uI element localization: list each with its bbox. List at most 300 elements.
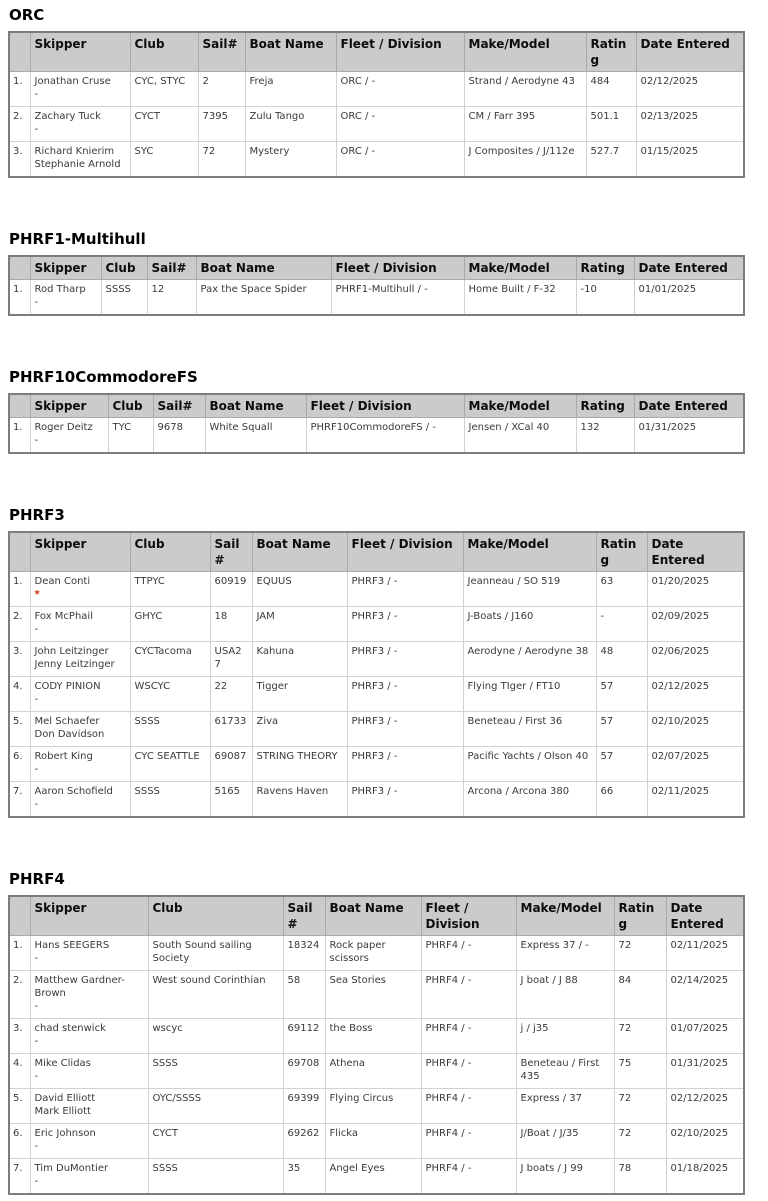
- header-row: [9, 532, 744, 572]
- cell-line: Roger Deitz: [34, 422, 93, 433]
- cell-line: J-Boats / J160: [467, 611, 534, 622]
- cell-line: SSSS: [105, 284, 131, 295]
- cell-line: Aaron Schofield: [34, 786, 113, 797]
- cell-sail-number: [147, 280, 196, 316]
- entry-row: [9, 572, 744, 607]
- entry-row: [9, 677, 744, 712]
- cell-line: 3.: [13, 646, 23, 657]
- cell-line: West sound Corinthian: [152, 975, 266, 986]
- cell-line: 48: [600, 646, 614, 657]
- cell-line: White Squall: [209, 422, 273, 433]
- cell-line: CYCT: [152, 1128, 178, 1139]
- cell-skipper: [30, 72, 130, 107]
- cell-row-number: [9, 642, 30, 677]
- header-row: [9, 256, 744, 280]
- cell-line: PHRF3 / -: [351, 751, 398, 762]
- cell-line: 02/14/2025: [670, 975, 729, 986]
- cell-row-number: [9, 1089, 30, 1124]
- red-asterisk-mark: *: [34, 589, 40, 600]
- cell-line: PHRF3 / -: [351, 681, 398, 692]
- cell-date-entered: [647, 572, 744, 607]
- cell-skipper: [30, 1089, 148, 1124]
- cell-line: 57: [600, 681, 614, 692]
- col-header-sail-number: Sail#: [198, 32, 245, 72]
- cell-club: [130, 142, 198, 178]
- cell-boat-name: [252, 677, 347, 712]
- cell-row-number: [9, 1054, 30, 1089]
- cell-fleet-division: [347, 642, 463, 677]
- cell-line: 01/15/2025: [640, 146, 699, 157]
- col-header-make-model: Make/Model: [464, 32, 586, 72]
- cell-skipper: [30, 107, 130, 142]
- col-header-skipper: Skipper: [30, 256, 101, 280]
- cell-rating: [586, 107, 636, 142]
- col-header-skipper: Skipper: [30, 896, 148, 936]
- col-header-date-entered: Date Entered: [636, 32, 744, 72]
- cell-line: STRING THEORY: [256, 751, 338, 762]
- cell-line: -: [34, 297, 39, 308]
- cell-line: -: [34, 435, 39, 446]
- fleet-title-phrf1-multihull: PHRF1-Multihull: [9, 230, 146, 248]
- cell-date-entered: [647, 712, 744, 747]
- cell-line: PHRF4 / -: [425, 1163, 472, 1174]
- cell-line: ORC / -: [340, 111, 376, 122]
- cell-line: PHRF4 / -: [425, 1128, 472, 1139]
- cell-fleet-division: [421, 1159, 516, 1195]
- cell-line: Zulu Tango: [249, 111, 305, 122]
- cell-line: 02/10/2025: [670, 1128, 729, 1139]
- cell-row-number: [9, 1159, 30, 1195]
- cell-boat-name: [205, 418, 306, 454]
- cell-rating: [614, 1159, 666, 1195]
- cell-line: Strand / Aerodyne 43: [468, 76, 575, 87]
- cell-line: 66: [600, 786, 614, 797]
- cell-skipper: [30, 418, 108, 454]
- cell-rating: [614, 1054, 666, 1089]
- cell-sail-number: [283, 1159, 325, 1195]
- col-header-club: Club: [148, 896, 283, 936]
- cell-make-model: [464, 418, 576, 454]
- cell-line: WSCYC: [134, 681, 171, 692]
- col-header-rating: Rating: [596, 532, 647, 572]
- cell-line: chad stenwick: [34, 1023, 106, 1034]
- entry-list-page: [8, 6, 768, 1195]
- fleet-section-phrf10commodorefs: [8, 368, 768, 454]
- cell-line: 84: [618, 975, 632, 986]
- col-header-skipper: Skipper: [30, 394, 108, 418]
- cell-date-entered: [666, 1019, 744, 1054]
- cell-line: CYC SEATTLE: [134, 751, 200, 762]
- cell-line: CM / Farr 395: [468, 111, 536, 122]
- col-header-fleet-division: Fleet / Division: [421, 896, 516, 936]
- cell-line: J boats / J 99: [520, 1163, 583, 1174]
- cell-fleet-division: [336, 142, 464, 178]
- cell-rating: [596, 607, 647, 642]
- col-header-club: Club: [108, 394, 153, 418]
- cell-club: [130, 712, 210, 747]
- cell-line: 57: [600, 716, 614, 727]
- cell-line: 01/18/2025: [670, 1163, 729, 1174]
- entries-table-phrf10commodorefs: [8, 393, 745, 454]
- cell-rating: [596, 712, 647, 747]
- cell-line: 22: [214, 681, 228, 692]
- cell-make-model: [463, 572, 596, 607]
- cell-make-model: [516, 971, 614, 1019]
- col-header-date-entered: Date Entered: [666, 896, 744, 936]
- cell-row-number: [9, 418, 30, 454]
- col-header-rating: Rating: [586, 32, 636, 72]
- cell-club: [148, 1159, 283, 1195]
- cell-skipper: [30, 1124, 148, 1159]
- col-header-date-entered: Date Entered: [634, 256, 744, 280]
- cell-sail-number: [198, 107, 245, 142]
- cell-line: PHRF4 / -: [425, 1058, 472, 1069]
- cell-line: J Composites / J/112e: [468, 146, 575, 157]
- cell-line: 4.: [13, 681, 23, 692]
- cell-line: PHRF4 / -: [425, 1023, 472, 1034]
- cell-line: Eric Johnson: [34, 1128, 96, 1139]
- cell-line: Pax the Space Spider: [200, 284, 307, 295]
- cell-line: 18324: [287, 940, 320, 951]
- cell-date-entered: [636, 107, 744, 142]
- cell-rating: [614, 971, 666, 1019]
- col-header-club: Club: [101, 256, 147, 280]
- cell-line: 02/10/2025: [651, 716, 710, 727]
- cell-line: Express / 37: [520, 1093, 582, 1104]
- col-header-rating: Rating: [576, 394, 634, 418]
- cell-fleet-division: [306, 418, 464, 454]
- fleet-section-phrf3: [8, 506, 768, 818]
- cell-sail-number: [210, 677, 252, 712]
- cell-make-model: [463, 677, 596, 712]
- cell-line: 02/09/2025: [651, 611, 710, 622]
- cell-sail-number: [210, 782, 252, 818]
- cell-rating: [614, 1019, 666, 1054]
- cell-line: -: [600, 611, 605, 622]
- cell-line: J boat / J 88: [520, 975, 578, 986]
- cell-line: -: [34, 624, 39, 635]
- cell-line: Rock paper scissors: [329, 940, 386, 964]
- cell-line: 57: [600, 751, 614, 762]
- cell-rating: [614, 1089, 666, 1124]
- cell-line: 69087: [214, 751, 247, 762]
- cell-skipper: [30, 280, 101, 316]
- cell-line: 78: [618, 1163, 632, 1174]
- cell-line: Beneteau / First 36: [467, 716, 563, 727]
- cell-line: Jonathan Cruse: [34, 76, 111, 87]
- cell-line: PHRF4 / -: [425, 975, 472, 986]
- cell-boat-name: [252, 642, 347, 677]
- col-header-make-model: Make/Model: [464, 256, 576, 280]
- cell-make-model: [464, 142, 586, 178]
- cell-row-number: [9, 607, 30, 642]
- cell-line: Jenny Leitzinger: [34, 659, 115, 670]
- cell-club: [108, 418, 153, 454]
- cell-line: 7395: [202, 111, 228, 122]
- cell-line: JAM: [256, 611, 275, 622]
- cell-club: [130, 747, 210, 782]
- cell-line: Pacific Yachts / Olson 40: [467, 751, 589, 762]
- entry-row: [9, 1089, 744, 1124]
- cell-club: [148, 971, 283, 1019]
- cell-club: [130, 642, 210, 677]
- cell-line: 02/07/2025: [651, 751, 710, 762]
- cell-rating: [586, 142, 636, 178]
- cell-line: Richard Knierim: [34, 146, 115, 157]
- cell-row-number: [9, 1124, 30, 1159]
- cell-line: 7.: [13, 786, 23, 797]
- cell-boat-name: [196, 280, 331, 316]
- cell-line: South Sound sailing Society: [152, 940, 252, 964]
- header-row: [9, 394, 744, 418]
- cell-make-model: [463, 642, 596, 677]
- cell-line: Arcona / Arcona 380: [467, 786, 570, 797]
- cell-club: [148, 1089, 283, 1124]
- col-header-club: Club: [130, 532, 210, 572]
- cell-fleet-division: [336, 72, 464, 107]
- cell-line: 69708: [287, 1058, 320, 1069]
- cell-make-model: [463, 712, 596, 747]
- fleet-section-orc: [8, 6, 768, 178]
- entries-table-phrf1-multihull: [8, 255, 745, 316]
- cell-club: [130, 782, 210, 818]
- cell-line: GHYC: [134, 611, 163, 622]
- cell-fleet-division: [347, 747, 463, 782]
- col-header-row-number: [9, 32, 30, 72]
- cell-line: Jensen / XCal 40: [468, 422, 550, 433]
- cell-club: [130, 607, 210, 642]
- cell-line: ORC / -: [340, 76, 376, 87]
- cell-club: [130, 572, 210, 607]
- cell-line: Tim DuMontier: [34, 1163, 109, 1174]
- cell-line: Zachary Tuck: [34, 111, 101, 122]
- cell-row-number: [9, 677, 30, 712]
- cell-line: 02/06/2025: [651, 646, 710, 657]
- cell-line: Ravens Haven: [256, 786, 329, 797]
- cell-make-model: [464, 107, 586, 142]
- cell-fleet-division: [421, 936, 516, 971]
- cell-row-number: [9, 107, 30, 142]
- cell-line: 12: [151, 284, 165, 295]
- cell-club: [130, 72, 198, 107]
- fleet-title-orc: ORC: [9, 6, 45, 24]
- cell-line: 5.: [13, 716, 23, 727]
- cell-rating: [576, 280, 634, 316]
- cell-line: -: [34, 89, 39, 100]
- cell-line: Hans SEEGERS: [34, 940, 110, 951]
- cell-make-model: [516, 936, 614, 971]
- cell-date-entered: [666, 936, 744, 971]
- cell-line: PHRF3 / -: [351, 786, 398, 797]
- cell-date-entered: [666, 1054, 744, 1089]
- cell-line: 63: [600, 576, 614, 587]
- col-header-date-entered: Date Entered: [634, 394, 744, 418]
- cell-line: John Leitzinger: [34, 646, 109, 657]
- cell-line: Mark Elliott: [34, 1106, 91, 1117]
- cell-line: 01/07/2025: [670, 1023, 729, 1034]
- col-header-row-number: [9, 532, 30, 572]
- cell-line: Matthew Gardner-Brown: [34, 975, 125, 999]
- cell-skipper: [30, 712, 130, 747]
- cell-sail-number: [283, 1089, 325, 1124]
- cell-line: SSSS: [152, 1163, 178, 1174]
- cell-line: Beneteau / First 435: [520, 1058, 600, 1082]
- cell-line: the Boss: [329, 1023, 373, 1034]
- cell-line: CYCTacoma: [134, 646, 192, 657]
- cell-skipper: [30, 1019, 148, 1054]
- entry-row: [9, 1159, 744, 1195]
- cell-fleet-division: [421, 1019, 516, 1054]
- cell-line: -: [34, 1036, 39, 1047]
- cell-line: 2.: [13, 975, 23, 986]
- cell-date-entered: [647, 782, 744, 818]
- cell-line: David Elliott: [34, 1093, 96, 1104]
- cell-line: TYC: [112, 422, 132, 433]
- cell-skipper: [30, 642, 130, 677]
- cell-date-entered: [634, 280, 744, 316]
- cell-club: [148, 1019, 283, 1054]
- cell-line: Athena: [329, 1058, 366, 1069]
- cell-line: wscyc: [152, 1023, 183, 1034]
- col-header-row-number: [9, 394, 30, 418]
- col-header-boat-name: Boat Name: [245, 32, 336, 72]
- cell-line: 72: [202, 146, 216, 157]
- entry-row: [9, 1124, 744, 1159]
- cell-line: Flying TIger / FT10: [467, 681, 561, 692]
- cell-line: 484: [590, 76, 610, 87]
- cell-club: [148, 936, 283, 971]
- cell-line: Home Built / F-32: [468, 284, 556, 295]
- cell-rating: [596, 782, 647, 818]
- cell-boat-name: [325, 936, 421, 971]
- cell-row-number: [9, 712, 30, 747]
- cell-line: Express 37 / -: [520, 940, 589, 951]
- col-header-fleet-division: Fleet / Division: [347, 532, 463, 572]
- cell-rating: [596, 677, 647, 712]
- cell-make-model: [463, 782, 596, 818]
- cell-rating: [596, 642, 647, 677]
- cell-line: 132: [580, 422, 600, 433]
- cell-row-number: [9, 782, 30, 818]
- cell-line: 6.: [13, 751, 23, 762]
- cell-fleet-division: [421, 1054, 516, 1089]
- cell-line: -: [34, 953, 39, 964]
- cell-sail-number: [210, 607, 252, 642]
- cell-line: CODY PINION: [34, 681, 101, 692]
- cell-fleet-division: [347, 782, 463, 818]
- col-header-make-model: Make/Model: [463, 532, 596, 572]
- cell-sail-number: [198, 142, 245, 178]
- cell-line: -: [34, 1071, 39, 1082]
- cell-line: 60919: [214, 576, 247, 587]
- col-header-sail-number: Sail#: [147, 256, 196, 280]
- cell-skipper: [30, 572, 130, 607]
- cell-date-entered: [647, 747, 744, 782]
- cell-fleet-division: [347, 712, 463, 747]
- cell-line: 1.: [13, 76, 23, 87]
- cell-line: j / j35: [520, 1023, 549, 1034]
- cell-line: 527.7: [590, 146, 620, 157]
- cell-row-number: [9, 936, 30, 971]
- col-header-fleet-division: Fleet / Division: [336, 32, 464, 72]
- cell-line: SSSS: [134, 786, 160, 797]
- cell-line: PHRF3 / -: [351, 576, 398, 587]
- cell-line: 3.: [13, 146, 23, 157]
- cell-line: 58: [287, 975, 301, 986]
- cell-sail-number: [210, 642, 252, 677]
- cell-rating: [596, 747, 647, 782]
- entry-row: [9, 418, 744, 454]
- col-header-fleet-division: Fleet / Division: [331, 256, 464, 280]
- col-header-skipper: Skipper: [30, 32, 130, 72]
- col-header-skipper: Skipper: [30, 532, 130, 572]
- cell-line: -10: [580, 284, 597, 295]
- cell-date-entered: [666, 1159, 744, 1195]
- entry-row: [9, 1019, 744, 1054]
- cell-line: PHRF1-Multihull / -: [335, 284, 428, 295]
- cell-line: 4.: [13, 1058, 23, 1069]
- cell-date-entered: [647, 677, 744, 712]
- col-header-boat-name: Boat Name: [325, 896, 421, 936]
- col-header-row-number: [9, 256, 30, 280]
- cell-boat-name: [245, 107, 336, 142]
- cell-rating: [576, 418, 634, 454]
- cell-line: SSSS: [152, 1058, 178, 1069]
- cell-line: 9678: [157, 422, 183, 433]
- cell-line: SSSS: [134, 716, 160, 727]
- col-header-boat-name: Boat Name: [196, 256, 331, 280]
- cell-make-model: [516, 1019, 614, 1054]
- col-header-fleet-division: Fleet / Division: [306, 394, 464, 418]
- cell-line: -: [34, 1141, 39, 1152]
- cell-line: 501.1: [590, 111, 620, 122]
- fleet-title-phrf3: PHRF3: [9, 506, 65, 524]
- cell-line: PHRF4 / -: [425, 1093, 472, 1104]
- cell-fleet-division: [347, 677, 463, 712]
- cell-fleet-division: [331, 280, 464, 316]
- cell-skipper: [30, 971, 148, 1019]
- cell-line: Dean Conti: [34, 576, 91, 587]
- entry-row: [9, 971, 744, 1019]
- entry-row: [9, 72, 744, 107]
- cell-line: Rod Tharp: [34, 284, 86, 295]
- cell-boat-name: [325, 1159, 421, 1195]
- fleet-section-phrf4: [8, 870, 768, 1195]
- cell-make-model: [464, 280, 576, 316]
- cell-boat-name: [252, 747, 347, 782]
- cell-make-model: [516, 1054, 614, 1089]
- cell-line: 7.: [13, 1163, 23, 1174]
- cell-date-entered: [636, 72, 744, 107]
- cell-club: [101, 280, 147, 316]
- cell-line: PHRF3 / -: [351, 646, 398, 657]
- cell-date-entered: [666, 1124, 744, 1159]
- cell-row-number: [9, 72, 30, 107]
- cell-line: 01/01/2025: [638, 284, 697, 295]
- cell-line: 72: [618, 1128, 632, 1139]
- cell-date-entered: [666, 1089, 744, 1124]
- cell-line: 61733: [214, 716, 247, 727]
- cell-row-number: [9, 747, 30, 782]
- cell-date-entered: [647, 607, 744, 642]
- cell-boat-name: [325, 1054, 421, 1089]
- entry-row: [9, 607, 744, 642]
- cell-line: USA27: [214, 646, 242, 670]
- cell-rating: [596, 572, 647, 607]
- col-header-club: Club: [130, 32, 198, 72]
- cell-line: Jeanneau / SO 519: [467, 576, 561, 587]
- cell-line: 5165: [214, 786, 240, 797]
